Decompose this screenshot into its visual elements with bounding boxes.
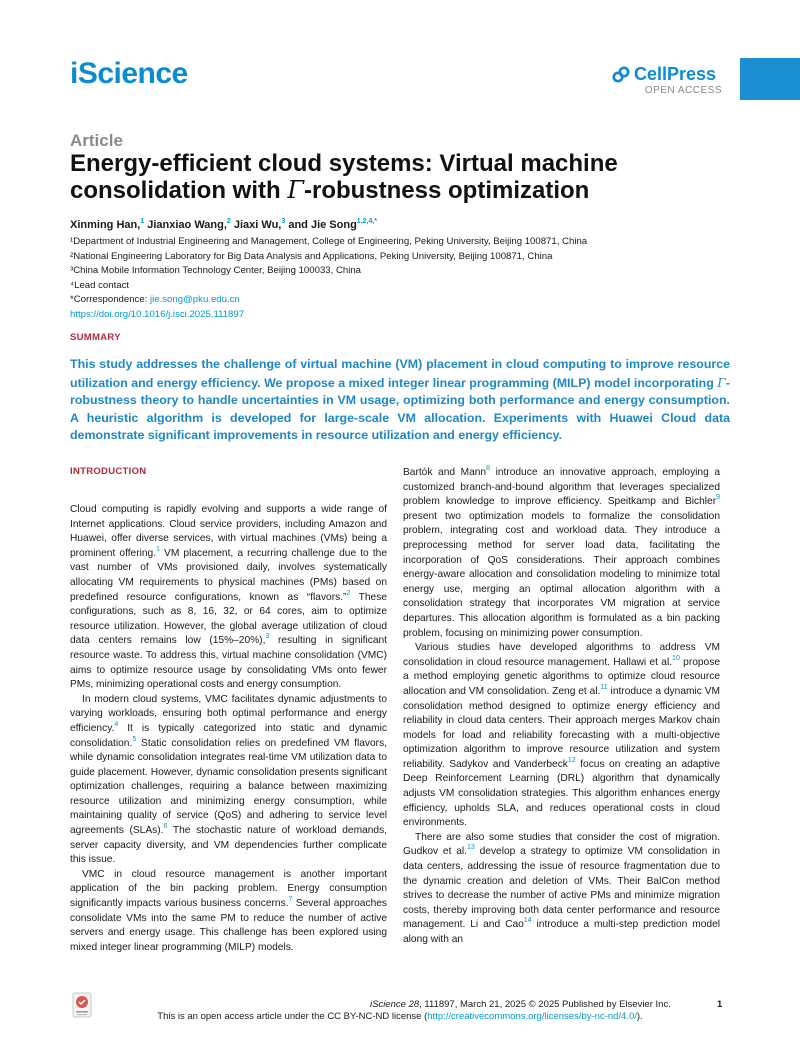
body-paragraph: VMC in cloud resource management is another important application of the bin packing problem. Energy consumption significantly impacts various business concerns.$^7$ Several approaches consolidate VMs into the same PM to reduce the number of active servers and energy usage. This challenge has been explored using mixed integer linear programming (MILP) models. [70, 868, 387, 953]
correspondence: *Correspondence: jie.song@pku.edu.cn [70, 294, 240, 305]
cellpress-logo-icon [612, 66, 630, 84]
citation-ref-link[interactable]: 8 [486, 465, 490, 472]
page-number: 1 [717, 999, 723, 1010]
citation-ref-link[interactable]: 10 [672, 654, 680, 662]
body-paragraph: Bartók and Mann$^8$ introduce an innovative approach, employing a customized branch-and-bound algorithm that leverages specialized problem knowledge to improve efficiency. Speitkamp and Bichler$^9$ present two optimization models to formalize the consolidation problem, integrating cost and workload data. They introduce a preprocessing method for server load data, facilitating the incorporation of QoS considerations. Their approach combines energy-aware allocation and consolidation modeling to minimize total energy use, merging an optimal allocation algorithm with a consolidation strategy that incorporates VM migration at service departures. This allocation algorithm is formulated as a bin packing problem, focusing on minimizing power consumption. [403, 465, 720, 639]
author: Jiaxi Wu, [230, 219, 282, 231]
citation-ref-link[interactable]: 4 [114, 720, 119, 728]
citation-ref-link[interactable]: 1 [156, 545, 160, 553]
body-paragraph: In modern cloud systems, VMC facilitates dynamic adjustments to varying workloads, ensuring both optimal performance and energy efficiency.$^4$ It is typically categorized into static and dynamic consolidation.$^5$ Static consolidation relies on predefined VM flavors, while dynamic consolidation integrates real-time VM utilization data to guide placement. However, dynamic consolidation presents significant optimization challenges, requiring a balance between maximizing resource utilization and minimizing energy consumption, while maintaining quality of service (QoS) and adhering to service level agreements (SLAs).$^6$ The stochastic nature of workload demands, server capacity diversity, and VM dependencies further complicate this issue. [70, 693, 388, 866]
article-type-label: Article [70, 131, 123, 150]
article-title: Energy-efficient cloud systems: Virtual machine consolidation with Γ-robustness optimization [70, 150, 618, 204]
introduction-heading: INTRODUCTION [70, 466, 147, 477]
author-list: Xinming Han,$^1$ Jianxiao Wang,$^2$ Jiaxi Wu,$^3$ and Jie Song$^{1,2,4,*}$ [70, 218, 378, 231]
corner-accent-bar [740, 58, 800, 100]
summary-heading: SUMMARY [70, 332, 121, 343]
gamma-symbol: Γ [717, 374, 726, 390]
author: and Jie Song [285, 219, 357, 231]
gamma-symbol: Γ [287, 176, 304, 204]
doi-link[interactable]: https://doi.org/10.1016/j.isci.2025.111897 [70, 308, 245, 320]
citation-ref-link[interactable]: 13 [467, 844, 475, 852]
open-access-label: OPEN ACCESS [644, 85, 722, 96]
body-column-left [70, 503, 387, 955]
body-paragraph: Various studies have developed algorithms to address VM consolidation in cloud resource management. Hallawi et al.$^{10}$ propose a method employing genetic algorithms to optimize cloud resource allocation and VM consolidation. Zeng et al.$^{11}$ introduce a dynamic VM consolidation method designed to optimize energy efficiency and reliability in cloud data centers. Their approach merges Markov chain models for load and reliability forecasting with a multi-objective optimization algorithm to improve resource utilization and system reliability. Sadykov and Vanderbeck$^{12}$ focus on creating an adaptive Deep Reinforcement Learning (DRL) algorithm that dynamically adjusts VM consolidation strategies. This algorithm enhances energy efficiency, upholds SLA, and reduces operational costs in cloud environments. [403, 642, 720, 829]
citation-ref-link[interactable]: 5 [132, 735, 137, 743]
license-line: This is an open access article under the CC BY-NC-ND license (http://creativecommons.org/licenses/by-nc-nd/4.0/). [157, 1011, 643, 1022]
affiliation: ⁴Lead contact [70, 279, 130, 291]
citation-ref-link[interactable]: 11 [600, 683, 608, 691]
affiliation: ²National Engineering Laboratory for Big Data Analysis and Applications, Peking University, Beijing 100871, China [70, 250, 553, 262]
citation-ref-link[interactable]: 2 [346, 589, 351, 597]
citation-ref-link[interactable]: 9 [716, 494, 720, 502]
body-column-right [403, 466, 720, 948]
affiliations [70, 235, 587, 322]
body-paragraph: Cloud computing is rapidly evolving and supports a wide range of Internet applications. Cloud service providers, including Amazon and Huawei, offer diverse services, with virtual machines (VMs) being a prominent offering.$^1$ VM placement, a recurring challenge due to the vast number of VMs provisioned daily, involves systematically allocating VM requirements to physical machines (PMs) based on predefined resource configurations, known as “flavors.”$^2$ These configurations, such as 8, 16, 32, or 64 cores, aim to optimize resource utilization. However, the global average utilization of cloud data centers remains low (15%–20%),$^3$ resulting in significant resource waste. To address this, virtual machine consolidation (VMC) aims to optimize resource usage by consolidating VMs onto fewer PMs, minimizing operational costs and energy consumption. [70, 504, 387, 691]
citation-ref-link[interactable]: 3 [265, 633, 270, 641]
affiliation: ¹Department of Industrial Engineering and Management, College of Engineering, Peking University, Beijing 100871, China [70, 236, 588, 247]
license-link[interactable]: http://creativecommons.org/licenses/by-nc-nd/4.0/ [427, 1011, 637, 1022]
body-paragraph: There are also some studies that consider the cost of migration. Gudkov et al.$^{13}$ develop a strategy to optimize VM consolidation in data centers, addressing the issue of resource fragmentation due to the dynamic creation and deletion of VMs. Their BalCon method strives to decrease the number of active PMs and minimize migration costs, thereby improving both data center performance and resource management. Li and Cao$^{14}$ introduce a multi-step prediction model along with an [403, 831, 721, 945]
publisher-name: CellPress [634, 64, 717, 84]
author: Xinming Han, [70, 219, 141, 231]
citation-ref-link[interactable]: 6 [163, 823, 168, 831]
author: Jianxiao Wang, [144, 219, 227, 231]
publisher-logo[interactable] [612, 64, 722, 96]
citation-ref-link[interactable]: 12 [567, 756, 576, 764]
journal-logo: iScience [70, 57, 188, 90]
citation-ref-link[interactable]: 7 [288, 896, 293, 904]
correspondence-email-link[interactable]: jie.song@pku.edu.cn [150, 294, 240, 305]
summary-text: This study addresses the challenge of virtual machine (VM) placement in cloud computing to improve resource utilization and energy efficiency. We propose a mixed integer linear programming (MILP) model incorporating Γ-robustness theory to handle uncertainties in VM usage, optimizing both performance and energy consumption. A heuristic algorithm is developed for large-scale VM allocation. Experiments with Huawei Cloud data demonstrate significant improvements in resource utilization and energy efficiency. [70, 357, 730, 443]
footer-citation: iScience 28, 111897, March 21, 2025 © 2025 Published by Elsevier Inc. [370, 999, 671, 1010]
citation-ref-link[interactable]: 14 [523, 917, 532, 925]
affiliation: ³China Mobile Information Technology Center, Beijing 100033, China [70, 265, 362, 276]
